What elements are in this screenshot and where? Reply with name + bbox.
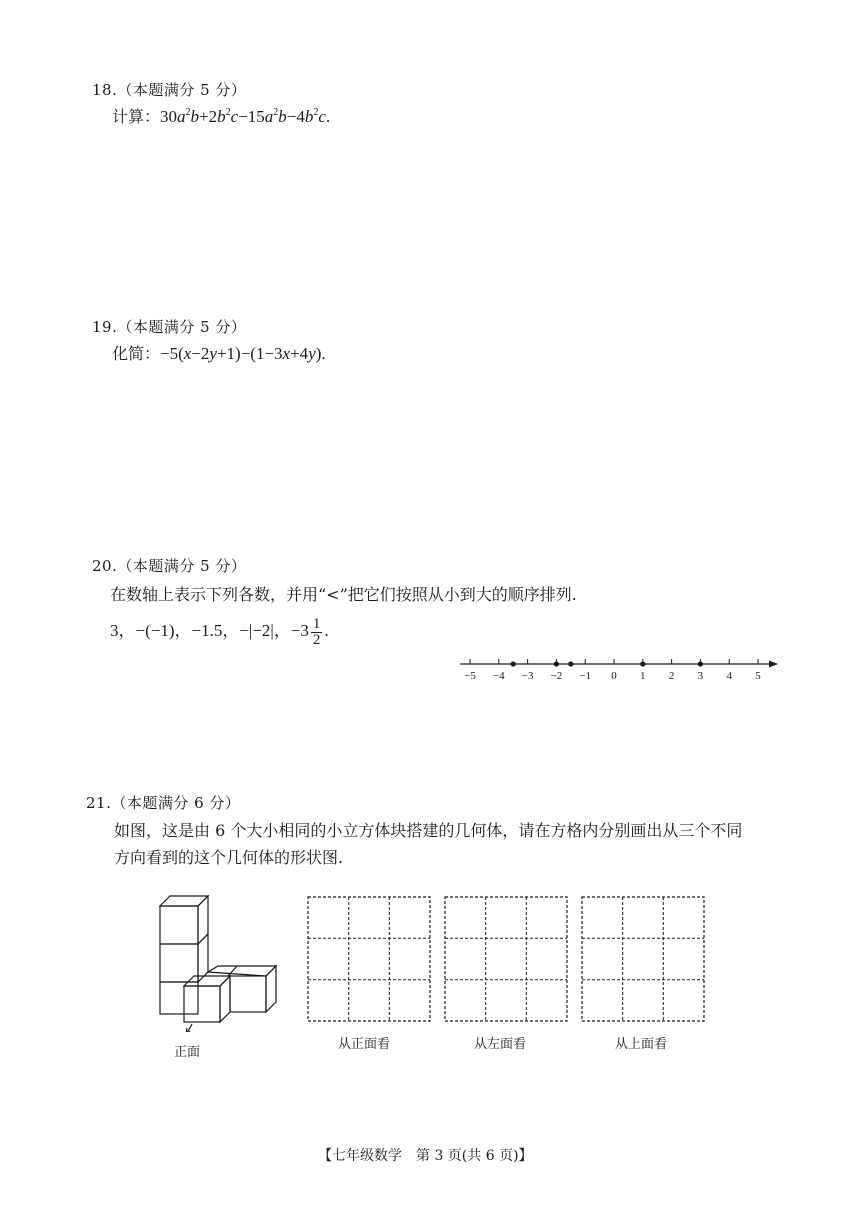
q20-instruction: 在数轴上表示下列各数，并用“<”把它们按照从小到大的顺序排列.	[110, 585, 577, 604]
grid-left	[441, 893, 571, 1025]
numberline-tick-label: 1	[640, 670, 646, 682]
numberline-tick-label: 0	[611, 670, 617, 682]
numberline-tick-label: −2	[550, 670, 563, 682]
numberline-tick-label: −3	[521, 670, 534, 682]
q18-header: 18.（本题满分 5 分）	[92, 81, 247, 99]
q19-expression	[112, 341, 326, 364]
numberline-tick-label: 2	[668, 670, 675, 682]
q18-prompt: 计算：	[112, 107, 161, 126]
q19-header: 19.（本题满分 5 分）	[92, 318, 247, 336]
numberline-tick-label: −1	[579, 670, 592, 682]
page-footer: 【七年级数学 第 3 页(共 6 页)】	[318, 1148, 533, 1164]
numberline-point	[640, 661, 645, 666]
q21-text-line1: 如图，这是由 6 个大小相同的小立方体块搭建的几何体，请在方格内分别画出从三个不同	[114, 821, 743, 840]
grid-front	[304, 893, 434, 1025]
grid-top	[578, 893, 708, 1025]
numberline-tick-label: −4	[492, 670, 505, 682]
q18-math: $30a^2b+2b^2c-15a^2b-4b^2c$.	[160, 107, 331, 126]
q20-header: 20.（本题满分 5 分）	[92, 557, 247, 575]
numberline-tick-label: 5	[755, 670, 761, 682]
numberline-point	[698, 661, 703, 666]
q19-prompt: 化简：	[112, 344, 161, 363]
grid-label-top: 从上面看	[615, 1037, 668, 1052]
numberline-point	[554, 661, 559, 666]
numberline-tick-label: −5	[464, 670, 476, 682]
cube-figure	[150, 892, 285, 1032]
numberline-tick-label: 3	[697, 670, 704, 682]
q21-text-line2: 方向看到的这个几何体的形状图.	[114, 848, 344, 867]
q20-fraction: $\frac{1}{2}$	[312, 615, 321, 648]
front-label: 正面	[174, 1045, 201, 1060]
q21-header: 21.（本题满分 6 分）	[86, 794, 241, 812]
numberline-point	[568, 661, 573, 666]
arrow-icon	[769, 661, 778, 668]
numberline-tick-label: 4	[726, 670, 732, 682]
grid-label-front: 从正面看	[338, 1037, 391, 1052]
numberline-point	[511, 661, 516, 666]
q18-expression	[112, 104, 330, 127]
q20-numbers: 3，−(−1)，−1.5，−|−2|，−3 $\frac{1}{2}$ .	[110, 615, 329, 648]
grid-label-left: 从左面看	[474, 1037, 527, 1052]
q19-math: −5(x−2y+1)−(1−3x+4y).	[160, 344, 326, 363]
q20-number-line	[456, 652, 782, 686]
